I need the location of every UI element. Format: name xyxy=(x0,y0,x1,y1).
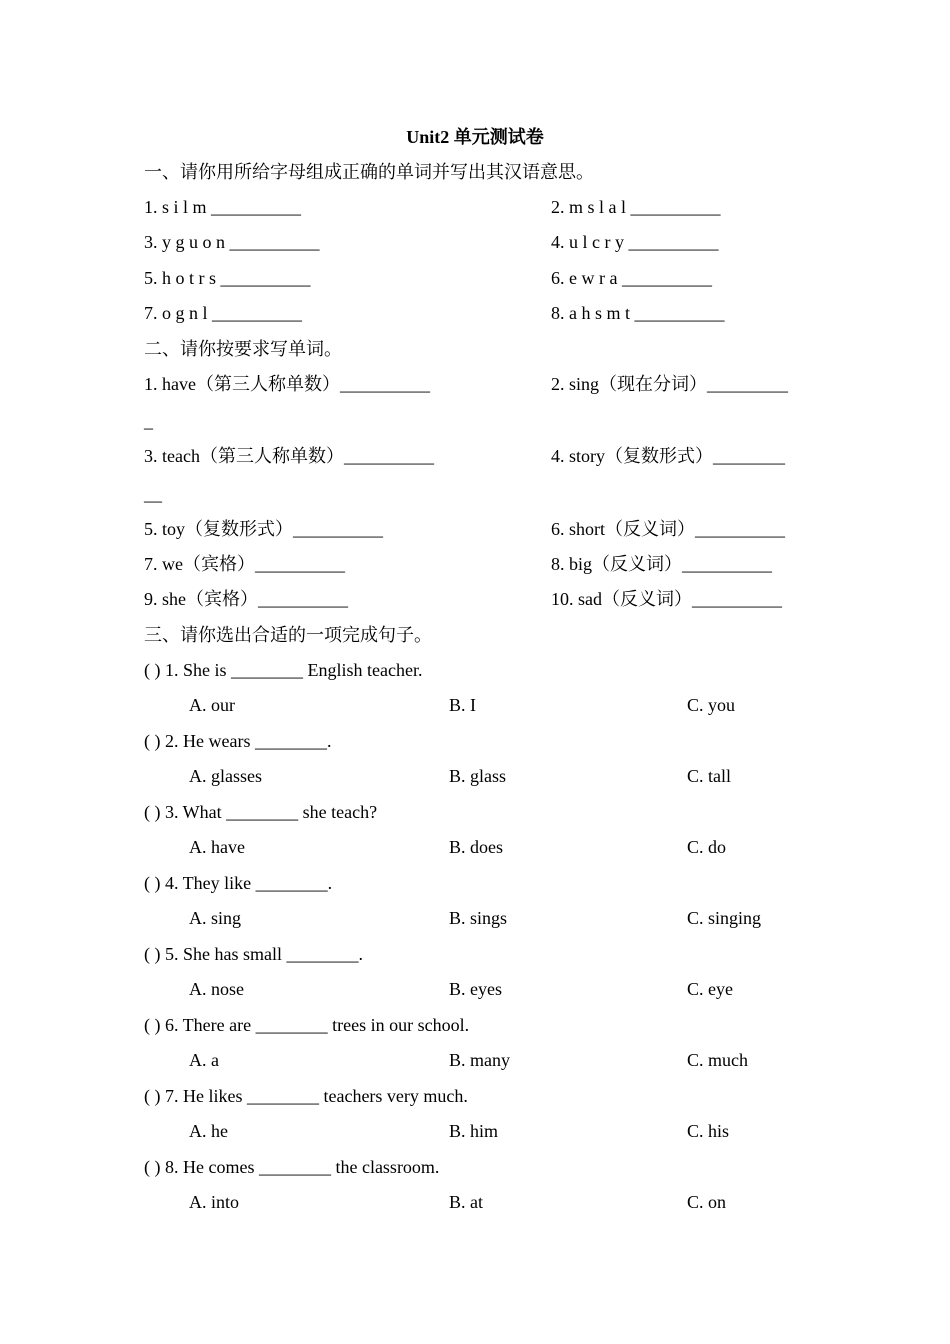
s3-q6-option-a: A. a xyxy=(189,1050,219,1070)
s3-q6-option-b: B. many xyxy=(449,1050,510,1070)
section2-heading: 二、请你按要求写单词。 xyxy=(144,339,342,359)
s3-q3-option-b: B. does xyxy=(449,837,503,857)
s3-question-6: ( ) 6. There are ________ trees in our school. xyxy=(144,1015,470,1035)
s3-q8-option-c: C. on xyxy=(687,1192,727,1212)
s1-item-8: 8. a h s m t __________ xyxy=(551,303,725,323)
s3-question-1: ( ) 1. She is ________ English teacher. xyxy=(144,660,423,680)
page-title: Unit2 单元测试卷 xyxy=(406,127,544,147)
s3-question-5: ( ) 5. She has small ________. xyxy=(144,944,363,964)
s2-item-4: 4. story（复数形式）________ xyxy=(551,446,785,466)
s2-item-2-wrap: _ xyxy=(144,411,153,431)
s2-item-7: 7. we（宾格）__________ xyxy=(144,554,345,574)
s3-q8-option-b: B. at xyxy=(449,1192,483,1212)
s1-item-3: 3. y g u o n __________ xyxy=(144,232,320,252)
s3-q2-option-c: C. tall xyxy=(687,766,731,786)
s3-q1-option-a: A. our xyxy=(189,695,235,715)
section1-heading: 一、请你用所给字母组成正确的单词并写出其汉语意思。 xyxy=(144,162,594,182)
s3-question-2: ( ) 2. He wears ________. xyxy=(144,731,332,751)
s3-question-7: ( ) 7. He likes ________ teachers very much. xyxy=(144,1086,468,1106)
s3-q3-option-c: C. do xyxy=(687,837,727,857)
s3-q5-option-a: A. nose xyxy=(189,979,244,999)
s2-item-8: 8. big（反义词）__________ xyxy=(551,554,773,574)
s2-item-9: 9. she（宾格）__________ xyxy=(144,589,348,609)
s2-item-6: 6. short（反义词）__________ xyxy=(551,519,785,539)
s1-item-4: 4. u l c r y __________ xyxy=(551,232,719,252)
s3-q5-option-b: B. eyes xyxy=(449,979,502,999)
s2-item-4-wrap: __ xyxy=(144,484,162,504)
s3-q7-option-c: C. his xyxy=(687,1121,730,1141)
s2-item-3: 3. teach（第三人称单数）__________ xyxy=(144,446,434,466)
s3-q1-option-b: B. I xyxy=(449,695,476,715)
s3-q8-option-a: A. into xyxy=(189,1192,240,1212)
s3-q5-option-c: C. eye xyxy=(687,979,733,999)
s3-q7-option-b: B. him xyxy=(449,1121,499,1141)
s3-question-3: ( ) 3. What ________ she teach? xyxy=(144,802,378,822)
s3-question-4: ( ) 4. They like ________. xyxy=(144,873,333,893)
s2-item-1: 1. have（第三人称单数）__________ xyxy=(144,374,430,394)
s1-item-6: 6. e w r a __________ xyxy=(551,268,712,288)
s3-q7-option-a: A. he xyxy=(189,1121,228,1141)
s1-item-5: 5. h o t r s __________ xyxy=(144,268,311,288)
s2-item-2: 2. sing（现在分词）_________ xyxy=(551,374,789,394)
s3-q4-option-a: A. sing xyxy=(189,908,242,928)
s3-question-8: ( ) 8. He comes ________ the classroom. xyxy=(144,1157,440,1177)
section3-heading: 三、请你选出合适的一项完成句子。 xyxy=(144,625,432,645)
s3-q2-option-a: A. glasses xyxy=(189,766,262,786)
s1-item-7: 7. o g n l __________ xyxy=(144,303,303,323)
s3-q3-option-a: A. have xyxy=(189,837,245,857)
s3-q1-option-c: C. you xyxy=(687,695,736,715)
s3-q4-option-b: B. sings xyxy=(449,908,508,928)
s1-item-2: 2. m s l a l __________ xyxy=(551,197,721,217)
s2-item-5: 5. toy（复数形式）__________ xyxy=(144,519,384,539)
s2-item-10: 10. sad（反义词）__________ xyxy=(551,589,782,609)
s3-q4-option-c: C. singing xyxy=(687,908,762,928)
s3-q2-option-b: B. glass xyxy=(449,766,507,786)
s3-q6-option-c: C. much xyxy=(687,1050,748,1070)
s1-item-1: 1. s i l m __________ xyxy=(144,197,302,217)
